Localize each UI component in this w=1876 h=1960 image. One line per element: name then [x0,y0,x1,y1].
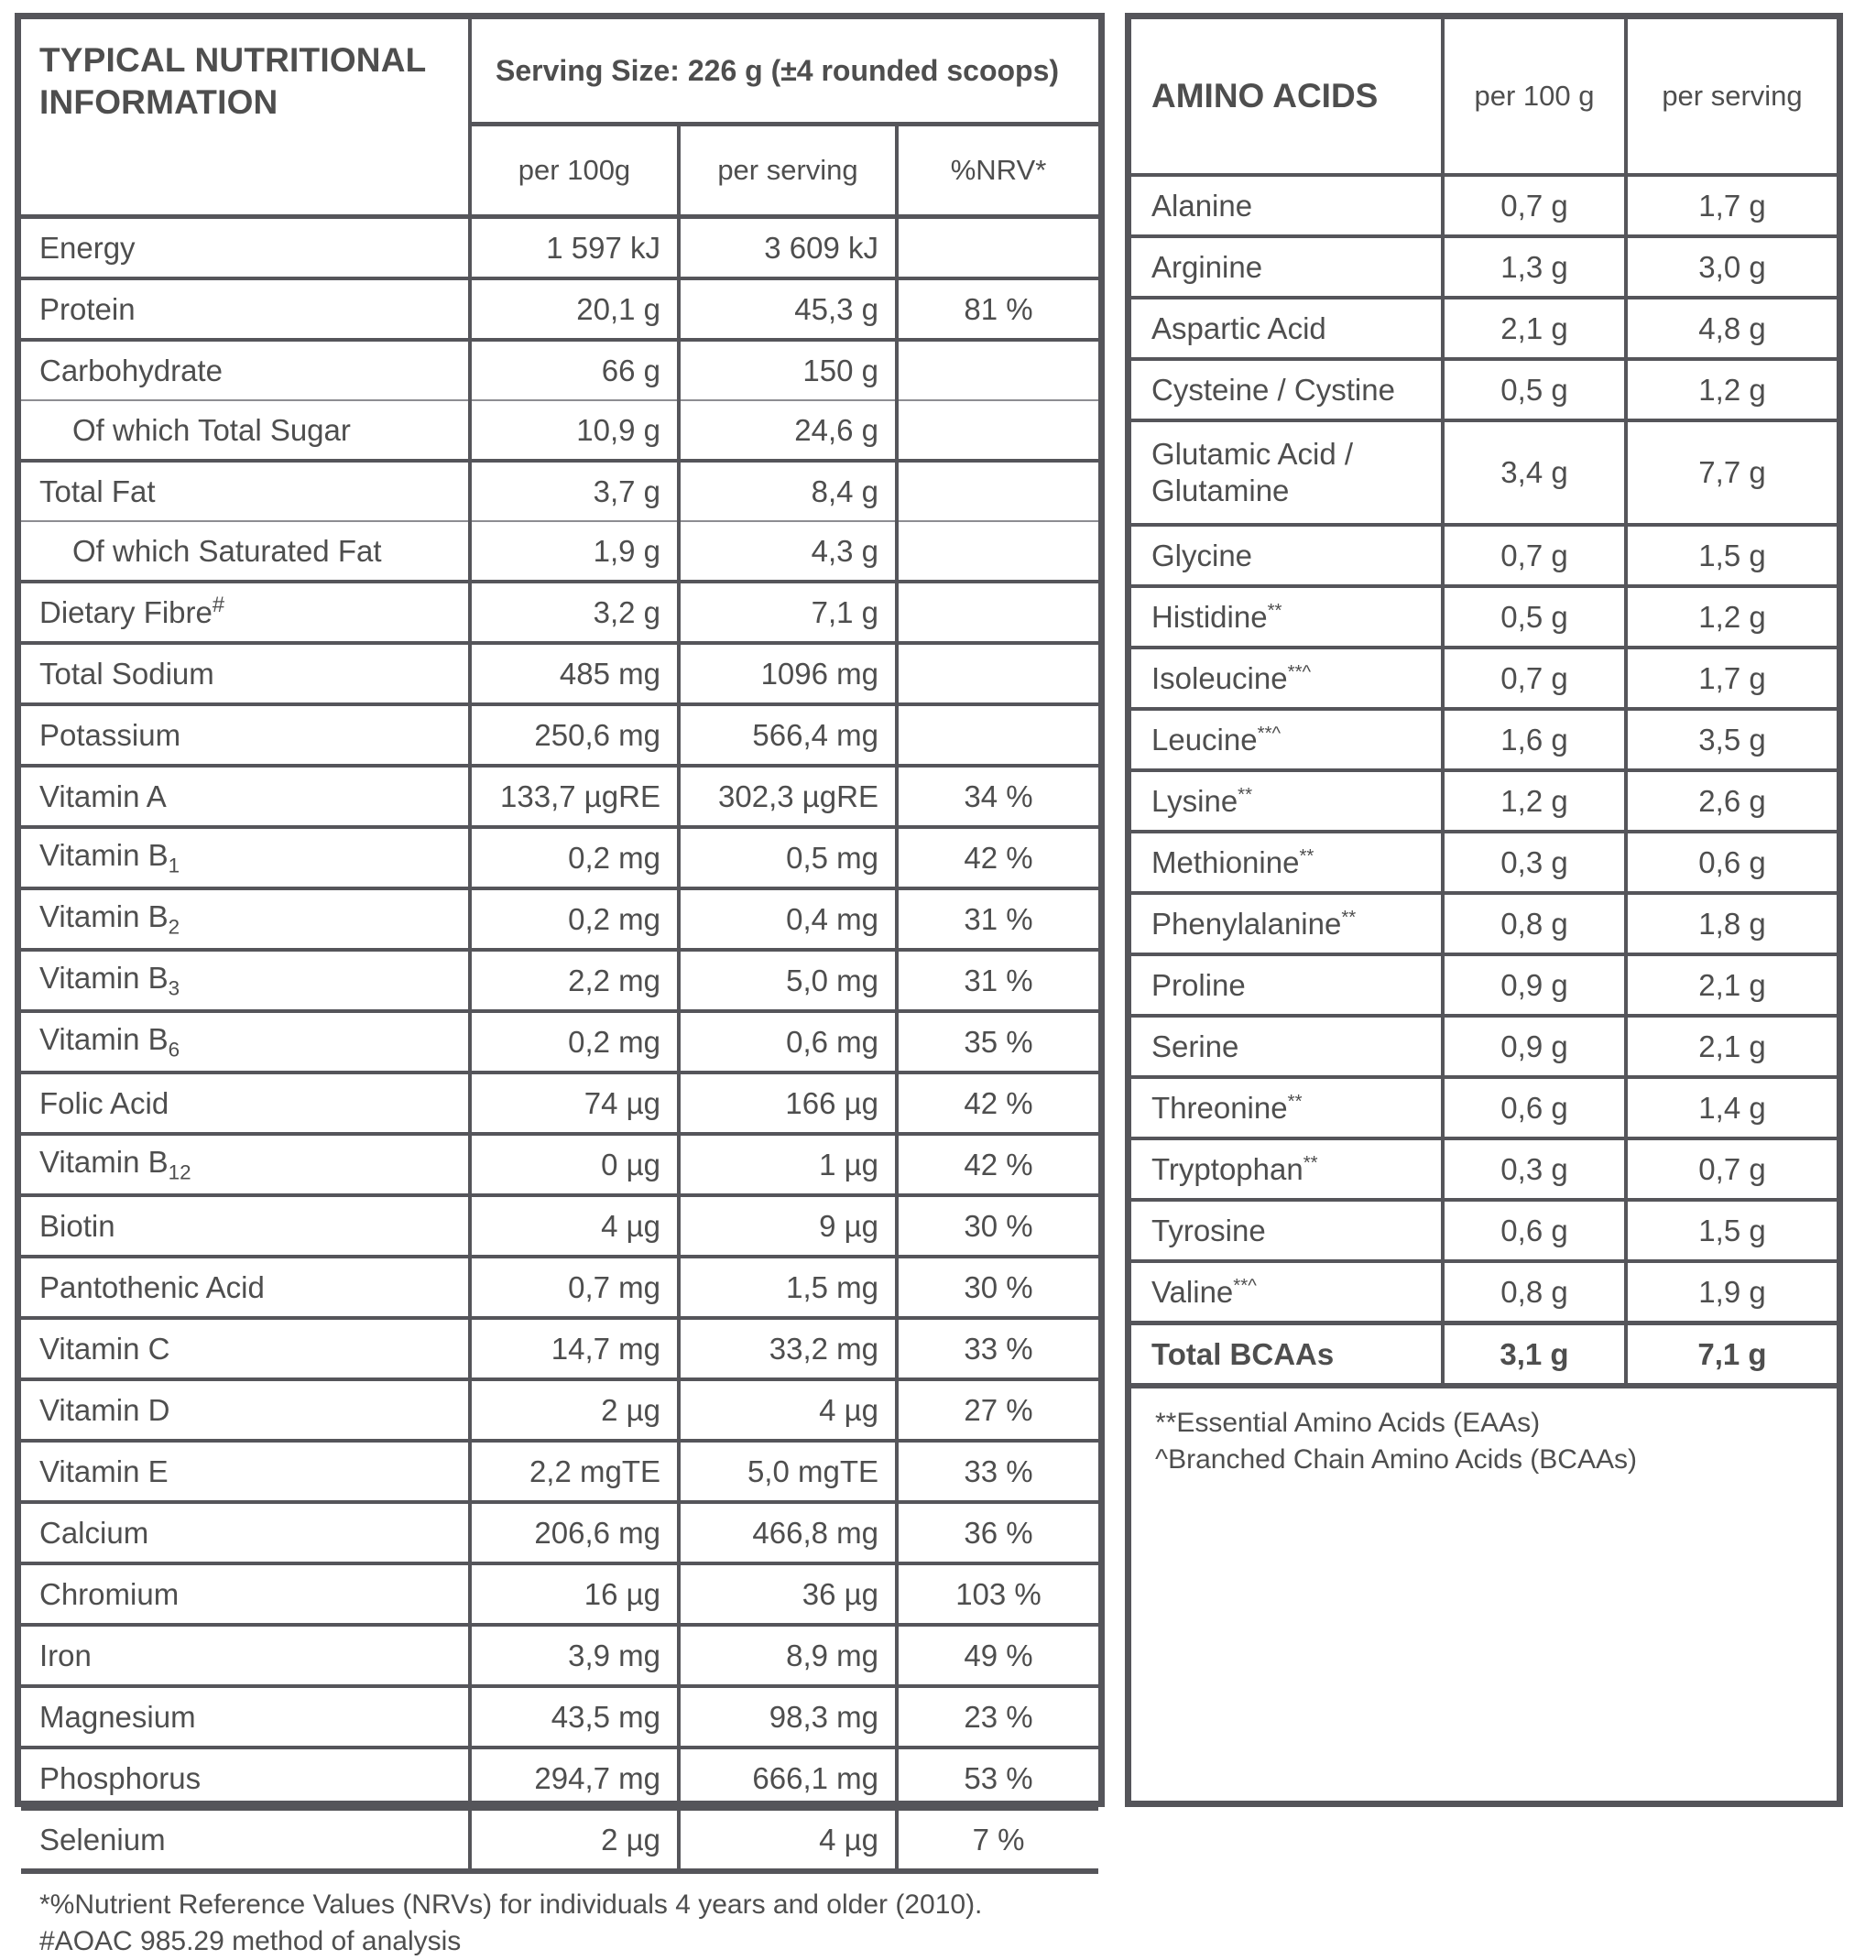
table-row [21,1134,1098,1195]
nutrient-value-nrv: 42 % [897,1073,1098,1134]
nutrient-value-per-100g: 10,9 g [470,400,679,461]
amino-acids-table-head [1131,19,1837,175]
amino-value-per-100g: 0,7 g [1443,648,1626,709]
amino-acids-table-body [1131,175,1837,1386]
amino-acid-name: Glycine [1131,525,1443,586]
nutrient-name: Vitamin $B_1$ [21,827,470,888]
nutrient-value-per-serving: 150 g [679,340,897,400]
nutrient-value-per-100g: 1,9 g [470,521,679,582]
amino-value-per-serving: 1,8 g [1626,893,1837,954]
nutrient-value-per-serving: 4 µg [679,1379,897,1441]
table-row [1131,1077,1837,1138]
table-row [21,1379,1098,1441]
column-header-per-100g: per 100g [470,125,679,217]
amino-value-per-serving: 1,5 g [1626,1200,1837,1261]
nutrient-value-per-100g: 206,6 mg [470,1502,679,1563]
amino-value-per-100g: 2,1 g [1443,298,1626,359]
table-row [21,582,1098,643]
nutrient-name: Of which Total Sugar [21,400,470,461]
nutrient-value-per-serving: 166 µg [679,1073,897,1134]
nutrition-table [21,19,1098,1874]
nutrient-value-per-serving: 7,1 g [679,582,897,643]
nutrient-value-nrv [897,521,1098,582]
amino-value-per-100g: 1,6 g [1443,709,1626,770]
amino-acid-name: Phenylalanine** [1131,893,1443,954]
footnote-marker: ** [1287,1090,1303,1112]
table-row [1131,1200,1837,1261]
amino-acid-name: Glutamic Acid / Glutamine [1131,420,1443,525]
table-row [1131,1261,1837,1323]
nutrient-name: Biotin [21,1195,470,1257]
amino-acids-footnotes [1131,1388,1837,1801]
amino-value-per-serving: 7,1 g [1626,1323,1837,1387]
nutrient-value-per-serving: 302,3 µgRE [679,766,897,827]
table-row [21,888,1098,950]
nutrient-name: Vitamin C [21,1318,470,1379]
footnote-marker: ** [1299,844,1314,866]
nutrient-value-nrv: 35 % [897,1011,1098,1073]
amino-value-per-serving: 1,2 g [1626,359,1837,420]
amino-acid-name: Tryptophan** [1131,1138,1443,1200]
nutrient-value-per-serving: 566,4 mg [679,704,897,766]
amino-value-per-100g: 0,7 g [1443,525,1626,586]
nutrient-value-per-100g: 0,2 mg [470,827,679,888]
nutrient-value-nrv: 23 % [897,1686,1098,1748]
table-row [1131,954,1837,1016]
nutrient-name: Total Sodium [21,643,470,704]
amino-value-per-serving: 1,7 g [1626,648,1837,709]
nutrient-value-per-serving: 36 µg [679,1563,897,1625]
nutrient-value-nrv: 34 % [897,766,1098,827]
footnote-marker: **^ [1287,660,1312,682]
footnote-marker: # [212,592,225,617]
table-row [21,1563,1098,1625]
nutrient-value-per-100g: 74 µg [470,1073,679,1134]
table-row [1131,525,1837,586]
table-row [21,1686,1098,1748]
nutrient-value-per-serving: 45,3 g [679,278,897,340]
nutrient-value-per-100g: 2 µg [470,1809,679,1871]
amino-value-per-serving: 1,2 g [1626,586,1837,648]
total-bcaas-label: Total BCAAs [1131,1323,1443,1387]
nutrient-name: Vitamin $B_6$ [21,1011,470,1073]
nutrient-name: Vitamin $B_3$ [21,950,470,1011]
footnote-marker: ** [1267,599,1282,621]
amino-value-per-serving: 2,6 g [1626,770,1837,832]
amino-value-per-100g: 1,3 g [1443,236,1626,298]
nutrient-value-nrv: 33 % [897,1441,1098,1502]
nutrition-footnote-nrv: *%Nutrient Reference Values (NRVs) for individuals 4 years and older (2010). [39,1889,983,1920]
nutrient-name: Potassium [21,704,470,766]
table-row [21,643,1098,704]
amino-value-per-serving: 7,7 g [1626,420,1837,525]
nutrient-value-per-100g: 3,9 mg [470,1625,679,1686]
amino-acid-name: Proline [1131,954,1443,1016]
nutrient-value-per-100g: 2 µg [470,1379,679,1441]
footnote-marker: ** [1303,1151,1318,1173]
table-row [21,766,1098,827]
table-row [21,278,1098,340]
amino-value-per-serving: 1,5 g [1626,525,1837,586]
table-row [21,461,1098,521]
table-row [1131,1323,1837,1387]
amino-acid-name: Methionine** [1131,832,1443,893]
nutrient-value-nrv [897,340,1098,400]
nutrient-name: Selenium [21,1809,470,1871]
table-row [21,1625,1098,1686]
amino-acid-name: Valine**^ [1131,1261,1443,1323]
nutrition-header-row-1 [21,19,1098,125]
nutrient-value-per-100g: 4 µg [470,1195,679,1257]
nutrient-value-nrv [897,400,1098,461]
nutrient-value-nrv: 27 % [897,1379,1098,1441]
amino-acids-table-title: AMINO ACIDS [1131,19,1443,175]
nutrient-value-nrv: 81 % [897,278,1098,340]
amino-acids-panel [1125,13,1843,1807]
nutrition-footnotes [21,1874,1098,1960]
nutrient-value-per-serving: 466,8 mg [679,1502,897,1563]
nutrition-footnote-aoac: #AOAC 985.29 method of analysis [39,1925,462,1956]
table-row [1131,298,1837,359]
amino-footnote-bcaa: ^Branched Chain Amino Acids (BCAAs) [1155,1443,1637,1475]
table-row [21,1809,1098,1871]
nutrient-name: Folic Acid [21,1073,470,1134]
footnote-marker: ** [1341,906,1357,928]
amino-acid-name: Threonine** [1131,1077,1443,1138]
nutrient-name: Phosphorus [21,1748,470,1809]
amino-value-per-100g: 0,8 g [1443,893,1626,954]
amino-value-per-100g: 0,3 g [1443,832,1626,893]
amino-value-per-100g: 0,6 g [1443,1077,1626,1138]
nutrient-value-per-serving: 33,2 mg [679,1318,897,1379]
nutrient-value-nrv: 31 % [897,888,1098,950]
amino-column-header-per-100g: per 100 g [1443,19,1626,175]
nutrient-value-per-serving: 666,1 mg [679,1748,897,1809]
nutrient-value-per-serving: 4 µg [679,1809,897,1871]
nutrition-table-head [21,19,1098,217]
nutrient-value-per-100g: 2,2 mgTE [470,1441,679,1502]
nutrient-value-per-100g: 43,5 mg [470,1686,679,1748]
amino-value-per-100g: 0,9 g [1443,954,1626,1016]
nutrient-value-per-100g: 2,2 mg [470,950,679,1011]
amino-footnote-eaa: **Essential Amino Acids (EAAs) [1155,1408,1541,1438]
amino-acid-name: Leucine**^ [1131,709,1443,770]
nutrient-value-per-serving: 8,4 g [679,461,897,521]
amino-value-per-100g: 0,5 g [1443,359,1626,420]
footnote-marker: **^ [1257,722,1282,744]
table-row [21,400,1098,461]
amino-value-per-100g: 0,3 g [1443,1138,1626,1200]
nutrient-value-nrv: 53 % [897,1748,1098,1809]
amino-acid-name: Lysine** [1131,770,1443,832]
table-row [21,1195,1098,1257]
nutrient-value-nrv [897,643,1098,704]
nutrient-value-per-serving: 3 609 kJ [679,217,897,279]
table-row [21,1073,1098,1134]
nutrient-value-per-100g: 133,7 µgRE [470,766,679,827]
nutrient-value-nrv: 30 % [897,1257,1098,1318]
nutrient-name: Vitamin $B_{12}$ [21,1134,470,1195]
table-row [21,1318,1098,1379]
nutrient-name: Energy [21,217,470,279]
nutrient-value-per-serving: 98,3 mg [679,1686,897,1748]
amino-column-header-per-serving: per serving [1626,19,1837,175]
table-row [21,1441,1098,1502]
nutrient-value-per-serving: 1,5 mg [679,1257,897,1318]
nutrient-value-nrv: 7 % [897,1809,1098,1871]
table-row [21,521,1098,582]
nutrient-value-nrv: 30 % [897,1195,1098,1257]
nutrient-value-per-serving: 24,6 g [679,400,897,461]
amino-value-per-100g: 1,2 g [1443,770,1626,832]
nutrient-value-per-100g: 14,7 mg [470,1318,679,1379]
amino-acid-name: Tyrosine [1131,1200,1443,1261]
nutrient-value-per-serving: 5,0 mg [679,950,897,1011]
nutrient-value-per-serving: 1 µg [679,1134,897,1195]
table-row [1131,420,1837,525]
amino-value-per-serving: 4,8 g [1626,298,1837,359]
amino-value-per-100g: 0,5 g [1443,586,1626,648]
amino-acid-name: Histidine** [1131,586,1443,648]
nutrient-value-per-serving: 4,3 g [679,521,897,582]
amino-acid-name: Cysteine / Cystine [1131,359,1443,420]
serving-size-label: Serving Size: 226 g (±4 rounded scoops) [470,19,1098,125]
table-row [1131,1016,1837,1077]
nutrient-value-nrv [897,704,1098,766]
nutrient-name: Total Fat [21,461,470,521]
column-header-nrv: %NRV* [897,125,1098,217]
nutrient-value-per-serving: 8,9 mg [679,1625,897,1686]
table-row [1131,893,1837,954]
amino-value-per-100g: 0,6 g [1443,1200,1626,1261]
table-row [21,340,1098,400]
table-row [21,217,1098,279]
nutrient-value-nrv: 31 % [897,950,1098,1011]
nutrient-value-per-100g: 0,2 mg [470,1011,679,1073]
nutrient-value-per-100g: 294,7 mg [470,1748,679,1809]
nutrient-value-nrv [897,217,1098,279]
amino-value-per-serving: 1,7 g [1626,175,1837,236]
nutrition-table-body [21,217,1098,1872]
amino-value-per-serving: 3,0 g [1626,236,1837,298]
nutrient-name: Chromium [21,1563,470,1625]
nutrient-value-per-100g: 0,7 mg [470,1257,679,1318]
table-row [1131,586,1837,648]
nutrient-value-per-serving: 5,0 mgTE [679,1441,897,1502]
nutrient-value-per-serving: 0,5 mg [679,827,897,888]
column-header-per-serving: per serving [679,125,897,217]
amino-acids-table [1131,19,1837,1388]
table-row [21,827,1098,888]
table-row [1131,236,1837,298]
nutrient-value-nrv: 33 % [897,1318,1098,1379]
nutrient-value-nrv [897,582,1098,643]
nutrient-name: Iron [21,1625,470,1686]
amino-acid-name: Arginine [1131,236,1443,298]
table-row [21,1502,1098,1563]
nutrient-value-per-100g: 1 597 kJ [470,217,679,279]
nutrient-value-per-100g: 20,1 g [470,278,679,340]
amino-value-per-100g: 0,9 g [1443,1016,1626,1077]
table-row [1131,175,1837,236]
nutrient-value-per-serving: 0,6 mg [679,1011,897,1073]
table-row [1131,648,1837,709]
footnote-marker: **^ [1233,1274,1257,1296]
nutrient-value-per-100g: 0 µg [470,1134,679,1195]
amino-value-per-serving: 0,7 g [1626,1138,1837,1200]
table-row [21,950,1098,1011]
nutrient-name: Protein [21,278,470,340]
amino-acid-name: Serine [1131,1016,1443,1077]
amino-acid-name: Aspartic Acid [1131,298,1443,359]
nutrient-value-nrv: 103 % [897,1563,1098,1625]
nutrient-value-per-serving: 0,4 mg [679,888,897,950]
nutrient-value-nrv: 42 % [897,1134,1098,1195]
table-row [21,1257,1098,1318]
nutrient-value-per-100g: 16 µg [470,1563,679,1625]
amino-value-per-serving: 0,6 g [1626,832,1837,893]
nutrient-name: Calcium [21,1502,470,1563]
nutrient-name: Pantothenic Acid [21,1257,470,1318]
amino-value-per-100g: 0,7 g [1443,175,1626,236]
table-row [1131,832,1837,893]
amino-value-per-serving: 1,9 g [1626,1261,1837,1323]
nutrient-value-per-100g: 66 g [470,340,679,400]
typical-nutritional-information-panel [15,13,1105,1956]
nutrient-value-per-100g: 3,7 g [470,461,679,521]
nutrient-value-per-100g: 0,2 mg [470,888,679,950]
amino-value-per-serving: 2,1 g [1626,954,1837,1016]
nutrition-table-title: TYPICAL NUTRITIONAL INFORMATION [21,19,470,217]
nutrient-name: Magnesium [21,1686,470,1748]
table-row [21,1011,1098,1073]
nutrient-value-per-100g: 250,6 mg [470,704,679,766]
table-row [1131,770,1837,832]
nutrient-name: Vitamin $B_2$ [21,888,470,950]
nutrient-name: Dietary Fibre# [21,582,470,643]
table-row [1131,359,1837,420]
amino-value-per-serving: 3,5 g [1626,709,1837,770]
amino-value-per-serving: 1,4 g [1626,1077,1837,1138]
nutrient-value-nrv: 36 % [897,1502,1098,1563]
table-row [1131,1138,1837,1200]
nutrient-value-per-100g: 485 mg [470,643,679,704]
nutrient-value-per-serving: 9 µg [679,1195,897,1257]
nutrient-name: Of which Saturated Fat [21,521,470,582]
amino-acid-name: Isoleucine**^ [1131,648,1443,709]
nutrient-value-nrv [897,461,1098,521]
footnote-marker: ** [1238,783,1253,805]
nutrient-name: Vitamin E [21,1441,470,1502]
amino-acid-name: Alanine [1131,175,1443,236]
table-row [21,704,1098,766]
nutrient-value-nrv: 42 % [897,827,1098,888]
amino-value-per-100g: 3,4 g [1443,420,1626,525]
nutrient-name: Vitamin D [21,1379,470,1441]
table-row [1131,709,1837,770]
nutrient-value-nrv: 49 % [897,1625,1098,1686]
nutrient-value-per-100g: 3,2 g [470,582,679,643]
amino-value-per-100g: 0,8 g [1443,1261,1626,1323]
table-row [21,1748,1098,1809]
nutrient-name: Vitamin A [21,766,470,827]
amino-acids-header-row [1131,19,1837,175]
amino-value-per-100g: 3,1 g [1443,1323,1626,1387]
nutrient-name: Carbohydrate [21,340,470,400]
nutrient-value-per-serving: 1096 mg [679,643,897,704]
amino-value-per-serving: 2,1 g [1626,1016,1837,1077]
